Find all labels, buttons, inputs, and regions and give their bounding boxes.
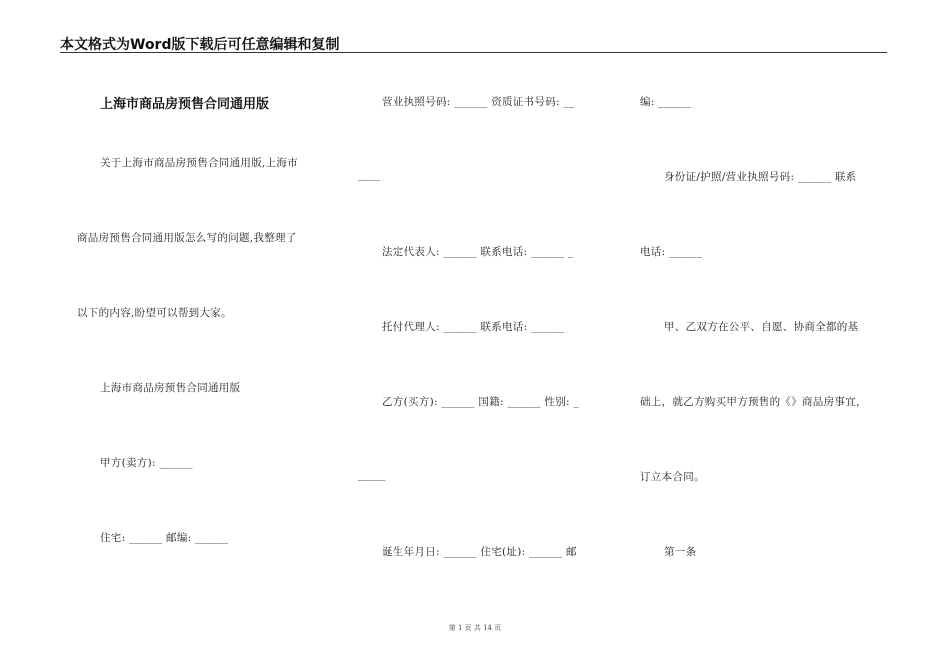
license-continuation: ____ [358, 169, 381, 181]
legal-rep-line: 法定代表人: ______ 联系电话: ______ _ [382, 246, 574, 258]
party-a-line: 甲方(卖方): ______ [100, 457, 193, 469]
party-b-line: 乙方(买方): ______ 国籍: ______ 性别: _ [382, 396, 580, 408]
intro-line-1: 关于上海市商品房预售合同通用版,上海市 [100, 157, 299, 169]
postcode-line: 编: ______ [640, 96, 692, 108]
intro-line-2: 商品房预售合同通用版怎么写的问题,我整理了 [77, 232, 297, 244]
agent-line: 托付代理人: ______ 联系电话: ______ [382, 321, 565, 333]
agreement-line-1: 甲、乙双方在公平、自愿、协商全都的基 [664, 321, 859, 333]
phone-line: 电话: ______ [640, 246, 703, 258]
document-title: 上海市商品房预售合同通用版 [100, 97, 270, 112]
party-a-address-line: 住宅: ______ 邮编: ______ [100, 532, 229, 544]
page-number: 第 1 页 共 14 页 [448, 624, 502, 632]
license-line: 营业执照号码: ______ 资质证书号码: __ [382, 96, 575, 108]
article-one-heading: 第一条 [664, 546, 697, 558]
subtitle: 上海市商品房预售合同通用版 [100, 382, 241, 394]
header-text: 本文格式为Word版下载后可任意编辑和复制 [60, 37, 340, 53]
party-b-continuation: _____ [358, 469, 386, 481]
agreement-line-2: 础上，就乙方购买甲方预售的《》商品房事宜， [640, 396, 867, 408]
intro-line-3: 以下的内容,盼望可以帮到大家。 [77, 307, 232, 319]
birthdate-line: 诞生年月日: ______ 住宅(址): ______ 邮 [382, 546, 577, 558]
page-header [60, 34, 887, 53]
id-number-line: 身份证/护照/营业执照号码: ______ 联系 [664, 171, 857, 183]
agreement-line-3: 订立本合同。 [640, 471, 705, 483]
